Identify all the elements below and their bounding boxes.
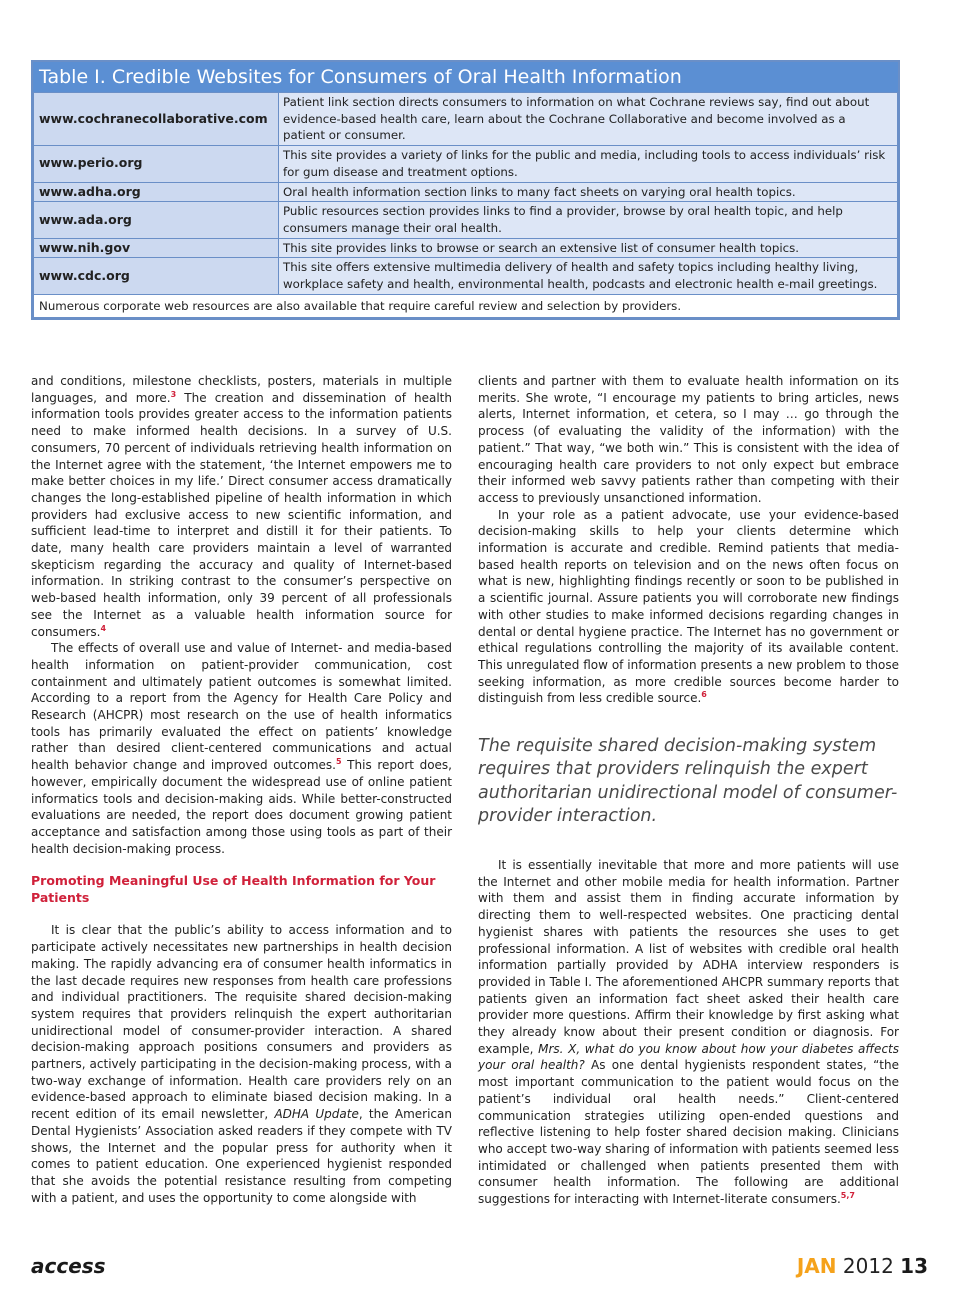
website-url: www.perio.org xyxy=(34,146,279,182)
paragraph: clients and partner with them to evaluate health information on its merits. She wrote, “I encourage my patients to bring articles, news alerts, Internet information, et cetera, so I may … go through the process (of evaluating the validity of the information) with the patient.” That way, “we both win.” This is consistent with the idea of encouraging health care providers to not only expect but embrace their informed web savvy patients rather than competing with their access to previously unsanctioned information. xyxy=(478,374,899,505)
table-row xyxy=(34,258,898,294)
left-column-lower xyxy=(31,873,452,1206)
reference-marker: 3 xyxy=(170,389,177,399)
website-description: Public resources section provides links to find a provider, browse by oral health topic, and help consumers manage their oral health. xyxy=(279,202,898,238)
magazine-name: access xyxy=(31,1254,106,1278)
table-row xyxy=(34,238,898,258)
table-row xyxy=(34,93,898,146)
website-url: www.cochranecollaborative.com xyxy=(34,93,279,146)
table-title: Table I. Credible Websites for Consumers of Oral Health Information xyxy=(33,62,898,92)
website-description: This site provides a variety of links for the public and media, including tools to access individuals’ risk for gum disease and treatment options. xyxy=(279,146,898,182)
left-column xyxy=(31,373,452,857)
reference-marker: 6 xyxy=(701,690,707,700)
table-row xyxy=(34,182,898,202)
paragraph: The effects of overall use and value of Internet- and media-based health information on patient-provider communication, cost containment and ultimately patient outcomes is somewhat limited. According to a report from the Agency for Health Care Policy and Research (AHCPR) most research on the use of health informatics tools has primarily evaluated the effect on patients’ knowledge rather than desired client-centered communications and actual health behavior change and improved outcomes.$^5$ This report does, however, empirically document the widespread use of online patient informatics tools and decision-making aids. While better-constructed evaluations are needed, the report does document growing patient acceptance and satisfaction among those using tools as part of their health decision-making process. xyxy=(31,641,452,856)
reference-marker: 5,7 xyxy=(840,1191,855,1201)
right-column-lower xyxy=(478,857,899,1208)
page-number: 13 xyxy=(900,1254,928,1278)
paragraph: In your role as a patient advocate, use your evidence-based decision-making skills to help your clients determine which information is accurate and credible. Remind patients that media-based health reports on television and on the news often focus on what is new, highlighting findings recently or soon to be published in a scientific journal. Assure patients you will corroborate new findings with other studies to make informed decisions regarding changes in dental or dental hygiene practice. The Internet has no government or ethical regulations controlling the majority of its available content. This unregulated flow of information presents a new problem to those seeking information, as more credible sources become harder to distinguish from less credible source.$^6$ xyxy=(478,507,899,706)
website-description: This site offers extensive multimedia delivery of health and safety topics including healthy living, workplace safety and health, environmental health, podcasts and electronic health e-mail greetings. xyxy=(279,258,898,294)
websites-table-body xyxy=(33,92,898,318)
website-description: This site provides links to browse or search an extensive list of consumer health topics. xyxy=(279,238,898,258)
website-description: Oral health information section links to many fact sheets on varying oral health topics. xyxy=(279,182,898,202)
websites-table xyxy=(31,60,900,320)
website-url: www.adha.org xyxy=(34,182,279,202)
issue-info xyxy=(797,1254,928,1278)
table-footnote: Numerous corporate web resources are also available that require careful review and selection by providers. xyxy=(34,294,898,318)
right-column xyxy=(478,373,899,707)
website-url: www.ada.org xyxy=(34,202,279,238)
reference-marker: 4 xyxy=(100,623,107,633)
website-url: www.cdc.org xyxy=(34,258,279,294)
table-row xyxy=(34,202,898,238)
issue-month: JAN xyxy=(796,1254,837,1278)
section-heading: Promoting Meaningful Use of Health Information for Your Patients xyxy=(31,873,436,905)
paragraph: It is essentially inevitable that more and more patients will use the Internet and other mobile media for health information. Partner with them and assist them in finding accurate information by directing them to well-respected websites. One practicing dental hygienist shares with patients the resources she uses to get professional information. A list of websites with credible oral health information partially provided by ADHA interview responders is provided in Table I. The aforementioned AHCPR summary reports that patients given an information fact sheet asked their health care provider more questions. Affirm their knowledge by first asking what they already know about their present condition or diagnosis. For example, Mrs. X, what do you know about how your diabetes affects your oral health? As one dental hygienists respondent states, “the most important communication to the patient would focus on the patient’s individual oral health needs.” Client-centered communication strategies utilizing open-ended questions and reflective listening to help foster shared decision making. Clinicians who accept two-way sharing of information with patients seemed less intimidated or challenged when patients presented them with consumer health information. The following are additional suggestions for interacting with Internet-literate consumers.$^{5,7}$ xyxy=(478,858,899,1207)
pull-quote: The requisite shared decision-making system requires that providers relinquish the expert authoritarian unidirectional model of consumer-provider interaction. xyxy=(478,736,898,827)
paragraph: It is clear that the public’s ability to access information and to participate actively necessitates new partnerships in health decision making. The rapidly advancing era of consumer health informatics in the last decade requires new responses from health care professions and individual practitioners. The requisite shared decision-making system requires that providers relinquish the expert authoritarian unidirectional model of consumer-provider interaction. A shared decision-making approach positions consumers and providers as partners, actively participating in the decision-making process, with a two-way exchange of information. Health care providers rely on an evidence-based approach to eliminate biased decision making. In a recent edition of its email newsletter, ADHA Update, the American Dental Hygienists’ Association asked readers if they compete with TV shows, the Internet and the popular press for authority when it comes to patient education. One experienced hygienist responded that she avoids the potential resistance resulting from competing with a patient, and uses the opportunity to come alongside with xyxy=(31,923,452,1205)
reference-marker: 5 xyxy=(335,757,342,767)
paragraph: and conditions, milestone checklists, posters, materials in multiple languages, and more.$^3$ The creation and dissemination of health information tools provides greater access to the information patients need to make informed health decisions. In a survey of U.S. consumers, 70 percent of individuals retrieving health information on the Internet agree with the statement, ‘the Internet empowers me to make better choices in my life.’ Direct consumer access dramatically changes the long-established pipeline of health information in which providers had exclusive access to new scientific information, and sufficient lead-time to interpret and distill it for their patients. To date, many health care providers maintain a level of warranted skepticism regarding the accuracy and quality of Internet-based information. In striking contrast to the consumer’s perspective on web-based health information, only 39 percent of all professionals see the Internet as a valuable health information source for consumers.$^4$ xyxy=(31,374,452,639)
table-row xyxy=(34,146,898,182)
issue-year: 2012 xyxy=(842,1254,894,1278)
website-description: Patient link section directs consumers to information on what Cochrane reviews say, find out about evidence-based health care, learn about the Cochrane Collaborative and become involved as a patient or consumer. xyxy=(279,93,898,146)
website-url: www.nih.gov xyxy=(34,238,279,258)
